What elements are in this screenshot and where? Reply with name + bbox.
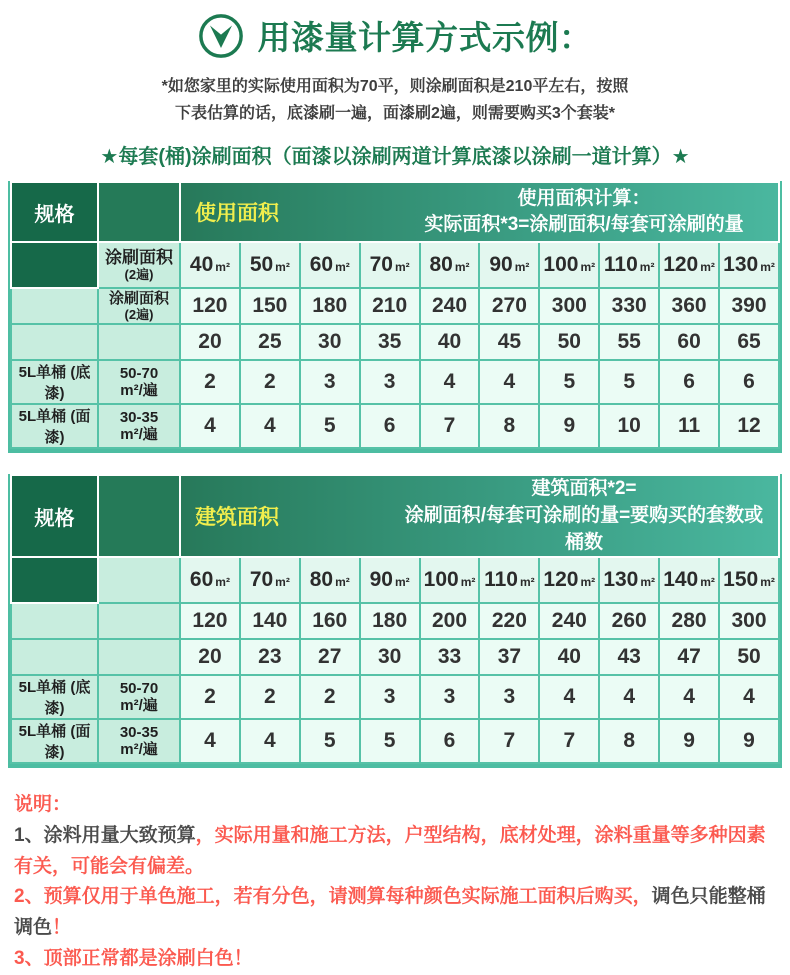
value-cell: 2 bbox=[240, 675, 300, 719]
value-cell: 150 bbox=[240, 288, 300, 324]
column-header-cell: 130 m² bbox=[599, 557, 659, 603]
column-header-cell: 130 m² bbox=[719, 242, 779, 288]
table-row bbox=[11, 719, 779, 763]
value-cell: 3 bbox=[360, 360, 420, 404]
value-cell: 10 bbox=[599, 404, 659, 448]
value-cell: 200 bbox=[420, 603, 480, 639]
row-label-cell: 5L单桶 (面漆) bbox=[11, 719, 98, 763]
formula-text: 建筑面积*2= 涂刷面积/每套可涂刷的量=要购买的套数或桶数 bbox=[404, 478, 764, 553]
building-area-table bbox=[8, 474, 782, 768]
value-cell: 7 bbox=[539, 719, 599, 763]
value-cell: 5 bbox=[300, 719, 360, 763]
value-cell: 37 bbox=[479, 639, 539, 675]
value-cell: 35 bbox=[360, 324, 420, 360]
value-cell: 3 bbox=[300, 360, 360, 404]
notes-heading: 说明： bbox=[14, 794, 72, 816]
value-cell: 240 bbox=[420, 288, 480, 324]
value-cell: 23 bbox=[240, 639, 300, 675]
column-header-cell: 100 m² bbox=[539, 242, 599, 288]
value-cell: 40 bbox=[420, 324, 480, 360]
value-cell: 3 bbox=[420, 675, 480, 719]
value-cell: 240 bbox=[539, 603, 599, 639]
note-segment: 2、预算仅用于单色施工，若有分色，请测算每种颜色实际施工面积后购买， bbox=[14, 886, 652, 908]
value-cell: 4 bbox=[719, 675, 779, 719]
table-row bbox=[11, 288, 779, 324]
value-cell: 3 bbox=[479, 675, 539, 719]
spec-corner-cell: 规格 bbox=[11, 182, 98, 242]
value-cell: 160 bbox=[300, 603, 360, 639]
value-cell: 47 bbox=[659, 639, 719, 675]
value-cell: 120 bbox=[180, 288, 240, 324]
row-spec-cell: 30-35 m²/遍 bbox=[98, 404, 180, 448]
column-header-cell: 80 m² bbox=[300, 557, 360, 603]
value-cell: 7 bbox=[479, 719, 539, 763]
note-line bbox=[14, 944, 776, 975]
value-cell: 27 bbox=[300, 639, 360, 675]
value-cell: 300 bbox=[539, 288, 599, 324]
row-spec-cell bbox=[98, 324, 180, 360]
value-cell: 4 bbox=[659, 675, 719, 719]
value-cell: 4 bbox=[539, 675, 599, 719]
value-cell: 4 bbox=[599, 675, 659, 719]
value-cell: 60 bbox=[659, 324, 719, 360]
value-cell: 30 bbox=[300, 324, 360, 360]
value-cell: 50 bbox=[539, 324, 599, 360]
value-cell: 6 bbox=[360, 404, 420, 448]
value-cell: 4 bbox=[180, 404, 240, 448]
value-cell: 6 bbox=[719, 360, 779, 404]
value-cell: 43 bbox=[599, 639, 659, 675]
column-header-cell: 140 m² bbox=[659, 557, 719, 603]
note-segment: ，实际用量和施工方法，户型结构，底材处理，涂料重量等多种因素有关，可能会有偏差。 bbox=[14, 824, 766, 877]
value-cell: 7 bbox=[420, 404, 480, 448]
table-row bbox=[11, 639, 779, 675]
note-segment: 调色只能整桶调色 bbox=[14, 886, 766, 939]
column-header-cell: 100 m² bbox=[420, 557, 480, 603]
value-cell: 20 bbox=[180, 324, 240, 360]
value-cell: 120 bbox=[180, 603, 240, 639]
usage-note bbox=[0, 73, 790, 127]
value-cell: 55 bbox=[599, 324, 659, 360]
column-header-cell: 80 m² bbox=[420, 242, 480, 288]
value-cell: 4 bbox=[420, 360, 480, 404]
table-header-band bbox=[180, 182, 779, 242]
value-cell: 30 bbox=[360, 639, 420, 675]
note-line bbox=[14, 821, 776, 883]
double-chevron-down-circle-icon bbox=[198, 13, 244, 59]
column-header-cell: 70 m² bbox=[240, 557, 300, 603]
value-cell: 65 bbox=[719, 324, 779, 360]
empty-dark-cell bbox=[11, 557, 98, 603]
value-cell: 280 bbox=[659, 603, 719, 639]
column-header-cell: 150 m² bbox=[719, 557, 779, 603]
value-cell: 11 bbox=[659, 404, 719, 448]
value-cell: 4 bbox=[479, 360, 539, 404]
value-cell: 6 bbox=[659, 360, 719, 404]
row-label-cell: 5L单桶 (底漆) bbox=[11, 360, 98, 404]
note-line bbox=[14, 882, 776, 944]
value-cell: 260 bbox=[599, 603, 659, 639]
value-cell: 6 bbox=[420, 719, 480, 763]
value-cell: 270 bbox=[479, 288, 539, 324]
value-cell: 3 bbox=[360, 675, 420, 719]
column-header-cell: 70 m² bbox=[360, 242, 420, 288]
value-cell: 180 bbox=[300, 288, 360, 324]
table-row bbox=[11, 360, 779, 404]
spec-corner-cell: 规格 bbox=[11, 475, 98, 557]
column-header-cell: 60 m² bbox=[180, 557, 240, 603]
note-segment: 1、涂料用量大致预算 bbox=[14, 824, 196, 846]
value-cell: 20 bbox=[180, 639, 240, 675]
table-row bbox=[11, 324, 779, 360]
value-cell: 140 bbox=[240, 603, 300, 639]
value-cell: 5 bbox=[300, 404, 360, 448]
table-header-band bbox=[180, 475, 779, 557]
star-caption: ★每套(桶)涂刷面积（面漆以涂刷两道计算底漆以涂刷一道计算）★ bbox=[100, 146, 690, 169]
value-cell: 2 bbox=[300, 675, 360, 719]
empty-header-cell bbox=[98, 475, 180, 557]
value-cell: 12 bbox=[719, 404, 779, 448]
table-row bbox=[11, 404, 779, 448]
column-header-cell: 90 m² bbox=[479, 242, 539, 288]
column-header-cell: 110 m² bbox=[599, 242, 659, 288]
value-cell: 9 bbox=[539, 404, 599, 448]
row-label-cell bbox=[11, 603, 98, 639]
page-title: 用漆量计算方式示例： bbox=[257, 19, 593, 56]
row-spec-cell bbox=[98, 603, 180, 639]
usage-area-table bbox=[8, 181, 782, 453]
column-header-cell: 90 m² bbox=[360, 557, 420, 603]
value-cell: 9 bbox=[719, 719, 779, 763]
value-cell: 390 bbox=[719, 288, 779, 324]
row-spec-cell: 50-70 m²/遍 bbox=[98, 675, 180, 719]
value-cell: 210 bbox=[360, 288, 420, 324]
value-cell: 330 bbox=[599, 288, 659, 324]
row-spec-cell: 涂刷面积 (2遍) bbox=[98, 288, 180, 324]
usage-note-line1: *如您家里的实际使用面积为70平，则涂刷面积是210平左右，按照 bbox=[161, 78, 629, 95]
value-cell: 40 bbox=[539, 639, 599, 675]
usage-note-line2: 下表估算的话，底漆刷一遍，面漆刷2遍，则需要购买3个套装* bbox=[174, 105, 616, 123]
value-cell: 5 bbox=[599, 360, 659, 404]
value-cell: 2 bbox=[180, 360, 240, 404]
column-header-cell: 60 m² bbox=[300, 242, 360, 288]
row-spec-cell bbox=[98, 639, 180, 675]
value-cell: 50 bbox=[719, 639, 779, 675]
note-segment: ！ bbox=[52, 917, 72, 939]
column-header-cell: 110 m² bbox=[479, 557, 539, 603]
row-label-cell bbox=[11, 288, 98, 324]
empty-header-cell bbox=[98, 182, 180, 242]
value-cell: 8 bbox=[599, 719, 659, 763]
column-header-cell: 50 m² bbox=[240, 242, 300, 288]
value-cell: 5 bbox=[360, 719, 420, 763]
column-header-cell: 120 m² bbox=[539, 557, 599, 603]
column-header-cell: 40 m² bbox=[180, 242, 240, 288]
value-cell: 4 bbox=[240, 719, 300, 763]
value-cell: 9 bbox=[659, 719, 719, 763]
value-cell: 300 bbox=[719, 603, 779, 639]
value-cell: 220 bbox=[479, 603, 539, 639]
value-cell: 4 bbox=[240, 404, 300, 448]
value-cell: 360 bbox=[659, 288, 719, 324]
value-cell: 8 bbox=[479, 404, 539, 448]
area-label: 建筑面积 bbox=[195, 506, 279, 530]
value-cell: 4 bbox=[180, 719, 240, 763]
value-cell: 2 bbox=[240, 360, 300, 404]
row-label-cell: 5L单桶 (面漆) bbox=[11, 404, 98, 448]
row-label-cell bbox=[11, 324, 98, 360]
row-spec-cell: 50-70 m²/遍 bbox=[98, 360, 180, 404]
value-cell: 180 bbox=[360, 603, 420, 639]
value-cell: 45 bbox=[479, 324, 539, 360]
sub-header-cell: 涂刷面积 (2遍) bbox=[98, 242, 180, 288]
sub-header-cell bbox=[98, 557, 180, 603]
row-label-cell bbox=[11, 639, 98, 675]
value-cell: 25 bbox=[240, 324, 300, 360]
table-row bbox=[11, 603, 779, 639]
page-header bbox=[0, 0, 790, 59]
table-row bbox=[11, 675, 779, 719]
notes-section bbox=[14, 790, 776, 975]
value-cell: 2 bbox=[180, 675, 240, 719]
row-spec-cell: 30-35 m²/遍 bbox=[98, 719, 180, 763]
column-header-cell: 120 m² bbox=[659, 242, 719, 288]
row-label-cell: 5L单桶 (底漆) bbox=[11, 675, 98, 719]
formula-text: 使用面积计算： 实际面积*3=涂刷面积/每套可涂刷的量 bbox=[424, 187, 744, 236]
note-segment: 3、顶部正常都是涂刷白色！ bbox=[14, 947, 253, 969]
area-label: 使用面积 bbox=[195, 202, 279, 226]
value-cell: 5 bbox=[539, 360, 599, 404]
empty-dark-cell bbox=[11, 242, 98, 288]
value-cell: 33 bbox=[420, 639, 480, 675]
